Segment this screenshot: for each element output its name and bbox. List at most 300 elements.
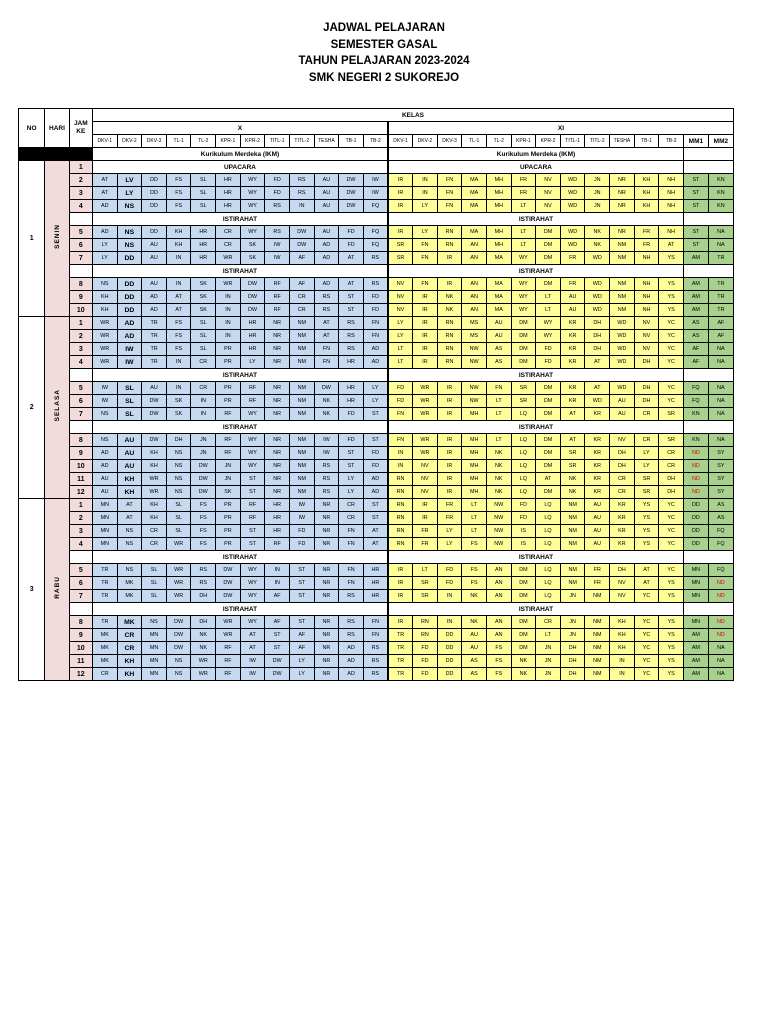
schedule-row [19, 161, 734, 174]
teacher-code-x: SL [191, 317, 216, 330]
teacher-code-x: ST [339, 291, 364, 304]
teacher-code-xi: FR [511, 187, 536, 200]
teacher-code-x: LY [289, 655, 314, 668]
teacher-code-xi: NV [536, 174, 561, 187]
teacher-code-x: RS [339, 330, 364, 343]
teacher-code-xi: LT [388, 343, 413, 356]
teacher-code-x: HR [240, 343, 265, 356]
teacher-code-x: LY [92, 252, 117, 265]
teacher-code-x: IN [216, 317, 241, 330]
teacher-code-x: SL [142, 577, 167, 590]
teacher-code-xi: KR [585, 473, 610, 486]
teacher-code-xi: SR [659, 408, 684, 421]
teacher-code-x: LY [240, 356, 265, 369]
istirahat-xi: ISTIRAHAT [388, 603, 684, 616]
teacher-code-xi: LQ [536, 564, 561, 577]
teacher-code-x: NR [265, 356, 290, 369]
teacher-code-x: NS [166, 486, 191, 499]
day-name-label: RABU [53, 576, 61, 599]
teacher-code-x: RS [314, 473, 339, 486]
teacher-code-x: AU [142, 252, 167, 265]
kurikulum-mm [683, 148, 733, 161]
teacher-code-xi: AS [462, 668, 487, 681]
teacher-code-xi: NK [511, 655, 536, 668]
teacher-code-xi: LT [486, 408, 511, 421]
teacher-code-xi: YC [659, 538, 684, 551]
jam-number: 5 [69, 382, 92, 395]
teacher-code-x: AD [92, 200, 117, 213]
schedule-row [19, 356, 734, 369]
teacher-code-x: AT [240, 642, 265, 655]
teacher-code-xi: AT [560, 408, 585, 421]
teacher-code-x: KH [117, 486, 142, 499]
teacher-code-xi: NV [388, 304, 413, 317]
schedule-row [19, 200, 734, 213]
teacher-code-x: NR [314, 668, 339, 681]
teacher-code-x: AD [363, 486, 388, 499]
teacher-code-x: FN [363, 330, 388, 343]
teacher-code-x: FN [363, 629, 388, 642]
class-header-xi: KPR-2 [536, 135, 561, 148]
teacher-code-mm: AM [683, 642, 708, 655]
teacher-code-x: SK [216, 486, 241, 499]
teacher-code-xi: LQ [536, 538, 561, 551]
teacher-code-xi: FR [560, 252, 585, 265]
teacher-code-xi: WY [536, 330, 561, 343]
teacher-code-x: FN [363, 616, 388, 629]
black-bar [19, 148, 93, 161]
teacher-code-x: DW [240, 291, 265, 304]
teacher-code-x: AT [92, 174, 117, 187]
teacher-code-mm: ND [708, 590, 733, 603]
title-line: SMK NEGERI 2 SUKOREJO [308, 71, 460, 84]
teacher-code-xi: DH [610, 564, 635, 577]
teacher-code-x: AU [142, 278, 167, 291]
teacher-code-x: FD [265, 174, 290, 187]
teacher-code-mm: AS [708, 499, 733, 512]
teacher-code-x: SK [166, 408, 191, 421]
teacher-code-x: FS [166, 187, 191, 200]
istirahat-xi: ISTIRAHAT [388, 421, 684, 434]
teacher-code-x: ST [363, 434, 388, 447]
teacher-code-xi: RN [437, 239, 462, 252]
teacher-code-xi: FD [536, 343, 561, 356]
teacher-code-xi: IS [511, 538, 536, 551]
teacher-code-x: AT [92, 187, 117, 200]
teacher-code-x: NS [166, 473, 191, 486]
teacher-code-x: MK [92, 642, 117, 655]
teacher-code-xi: YS [634, 512, 659, 525]
teacher-code-x: WR [166, 590, 191, 603]
teacher-code-xi: NK [560, 473, 585, 486]
teacher-code-xi: KR [560, 343, 585, 356]
teacher-code-x: WR [92, 356, 117, 369]
teacher-code-x: NM [289, 447, 314, 460]
teacher-code-mm: NA [708, 395, 733, 408]
teacher-code-x: NS [117, 525, 142, 538]
teacher-code-x: PR [216, 382, 241, 395]
teacher-code-xi: NH [634, 304, 659, 317]
teacher-code-xi: WD [610, 356, 635, 369]
teacher-code-xi: NH [634, 278, 659, 291]
schedule-row [19, 343, 734, 356]
schedule-row [19, 603, 734, 616]
teacher-code-xi: SR [511, 395, 536, 408]
teacher-code-x: IN [216, 304, 241, 317]
teacher-code-xi: IR [437, 486, 462, 499]
jam-empty [69, 421, 92, 434]
jam-number: 8 [69, 278, 92, 291]
teacher-code-mm: KN [683, 408, 708, 421]
teacher-code-mm: ND [708, 577, 733, 590]
teacher-code-x: SK [166, 395, 191, 408]
teacher-code-xi: AU [462, 629, 487, 642]
schedule-row [19, 421, 734, 434]
teacher-code-x: FN [339, 525, 364, 538]
teacher-code-xi: YS [659, 577, 684, 590]
header-grade-x: X [92, 122, 388, 135]
teacher-code-xi: IR [413, 330, 438, 343]
jam-number: 5 [69, 564, 92, 577]
teacher-code-xi: NM [585, 655, 610, 668]
teacher-code-xi: LY [413, 200, 438, 213]
teacher-code-xi: MS [462, 317, 487, 330]
teacher-code-xi: SR [388, 239, 413, 252]
teacher-code-x: KH [166, 239, 191, 252]
teacher-code-x: AD [117, 317, 142, 330]
teacher-code-x: WY [240, 408, 265, 421]
teacher-code-xi: DH [585, 317, 610, 330]
teacher-code-mm: NA [708, 642, 733, 655]
teacher-code-xi: RN [437, 330, 462, 343]
teacher-code-xi: NM [610, 239, 635, 252]
teacher-code-x: AU [314, 226, 339, 239]
teacher-code-x: KH [117, 668, 142, 681]
teacher-code-x: NR [265, 447, 290, 460]
teacher-code-xi: AU [585, 538, 610, 551]
teacher-code-xi: DH [659, 473, 684, 486]
teacher-code-xi: FR [437, 499, 462, 512]
teacher-code-xi: AN [486, 616, 511, 629]
teacher-code-xi: LY [634, 460, 659, 473]
teacher-code-x: DW [289, 239, 314, 252]
teacher-code-x: MN [142, 642, 167, 655]
jam-number: 8 [69, 434, 92, 447]
teacher-code-x: SK [240, 252, 265, 265]
teacher-code-xi: WD [585, 304, 610, 317]
teacher-code-x: NR [265, 343, 290, 356]
teacher-code-x: JN [191, 447, 216, 460]
teacher-code-xi: WR [413, 447, 438, 460]
teacher-code-x: RS [339, 343, 364, 356]
teacher-code-x: HR [191, 252, 216, 265]
teacher-code-xi: AN [462, 291, 487, 304]
teacher-code-x: SL [191, 343, 216, 356]
teacher-code-mm: ST [683, 226, 708, 239]
teacher-code-mm: KN [683, 434, 708, 447]
teacher-code-xi: FD [536, 356, 561, 369]
teacher-code-xi: NM [560, 499, 585, 512]
teacher-code-x: DD [117, 304, 142, 317]
teacher-code-xi: IN [413, 187, 438, 200]
teacher-code-x: AD [117, 330, 142, 343]
teacher-code-xi: SR [413, 577, 438, 590]
jam-number: 3 [69, 525, 92, 538]
teacher-code-x: FQ [363, 239, 388, 252]
teacher-code-xi: NW [462, 395, 487, 408]
schedule-row [19, 278, 734, 291]
teacher-code-x: AU [117, 460, 142, 473]
teacher-code-xi: DM [511, 590, 536, 603]
teacher-code-x: CR [216, 226, 241, 239]
teacher-code-xi: LY [413, 226, 438, 239]
teacher-code-xi: LQ [536, 590, 561, 603]
teacher-code-mm: AS [708, 512, 733, 525]
teacher-code-xi: IR [437, 408, 462, 421]
teacher-code-xi: NV [536, 187, 561, 200]
teacher-code-xi: NK [560, 486, 585, 499]
teacher-code-x: DW [265, 668, 290, 681]
teacher-code-x: NS [166, 668, 191, 681]
teacher-code-mm: KN [708, 187, 733, 200]
teacher-code-xi: DM [511, 564, 536, 577]
jam-number: 2 [69, 330, 92, 343]
teacher-code-x: NR [314, 655, 339, 668]
teacher-code-xi: CR [536, 616, 561, 629]
istirahat-x: ISTIRAHAT [92, 551, 388, 564]
teacher-code-mm: ST [683, 239, 708, 252]
schedule-row [19, 668, 734, 681]
teacher-code-x: AD [339, 655, 364, 668]
teacher-code-xi: IR [388, 590, 413, 603]
header-no: NO [19, 109, 45, 148]
jam-number: 6 [69, 577, 92, 590]
class-header-x: TITL-1 [265, 135, 290, 148]
teacher-code-xi: RN [388, 512, 413, 525]
teacher-code-x: JN [191, 434, 216, 447]
teacher-code-xi: YS [659, 304, 684, 317]
teacher-code-xi: DM [536, 226, 561, 239]
schedule-row [19, 551, 734, 564]
class-header-x: DKV-3 [142, 135, 167, 148]
schedule-row [19, 460, 734, 473]
teacher-code-xi: FR [634, 226, 659, 239]
teacher-code-x: HR [191, 239, 216, 252]
teacher-code-x: MK [92, 629, 117, 642]
teacher-code-x: RF [265, 291, 290, 304]
jam-number: 11 [69, 655, 92, 668]
teacher-code-xi: LY [388, 317, 413, 330]
class-header-xi: TITL-2 [585, 135, 610, 148]
teacher-code-xi: NW [462, 382, 487, 395]
teacher-code-x: LY [289, 668, 314, 681]
class-header-xi: KPR-1 [511, 135, 536, 148]
upacara-mm [683, 161, 733, 174]
teacher-code-x: LY [339, 473, 364, 486]
teacher-code-x: NR [265, 434, 290, 447]
teacher-code-x: DW [339, 174, 364, 187]
teacher-code-xi: YC [659, 512, 684, 525]
teacher-code-x: FS [191, 499, 216, 512]
teacher-code-xi: AN [462, 304, 487, 317]
teacher-code-xi: AT [536, 473, 561, 486]
teacher-code-mm: KN [708, 200, 733, 213]
teacher-code-x: CR [339, 499, 364, 512]
teacher-code-xi: NV [388, 291, 413, 304]
istirahat-xi: ISTIRAHAT [388, 265, 684, 278]
teacher-code-xi: JN [585, 200, 610, 213]
teacher-code-xi: YS [659, 291, 684, 304]
teacher-code-xi: DM [511, 343, 536, 356]
title-line: SEMESTER GASAL [330, 38, 438, 51]
teacher-code-xi: NM [585, 629, 610, 642]
teacher-code-xi: JN [536, 655, 561, 668]
teacher-code-xi: TR [388, 629, 413, 642]
teacher-code-x: TR [142, 330, 167, 343]
day-name [45, 161, 69, 317]
teacher-code-xi: NV [634, 343, 659, 356]
teacher-code-mm: MN [683, 590, 708, 603]
teacher-code-x: NK [314, 408, 339, 421]
teacher-code-x: WY [240, 590, 265, 603]
teacher-code-x: WY [240, 174, 265, 187]
teacher-code-xi: YC [659, 343, 684, 356]
istirahat-x: ISTIRAHAT [92, 421, 388, 434]
teacher-code-mm: NA [708, 434, 733, 447]
teacher-code-x: DD [142, 226, 167, 239]
teacher-code-x: SL [166, 512, 191, 525]
teacher-code-x: MN [92, 525, 117, 538]
teacher-code-xi: LT [511, 239, 536, 252]
teacher-code-xi: NM [560, 577, 585, 590]
teacher-code-x: WY [240, 200, 265, 213]
teacher-code-x: RS [314, 291, 339, 304]
teacher-code-x: SL [191, 330, 216, 343]
teacher-code-x: IW [265, 252, 290, 265]
teacher-code-x: NR [265, 395, 290, 408]
teacher-code-xi: YC [634, 642, 659, 655]
teacher-code-mm: FQ [708, 538, 733, 551]
teacher-code-x: NM [289, 460, 314, 473]
teacher-code-mm: FQ [683, 382, 708, 395]
teacher-code-x: AD [142, 304, 167, 317]
teacher-code-x: RF [216, 408, 241, 421]
teacher-code-xi: FD [437, 577, 462, 590]
teacher-code-xi: DH [560, 668, 585, 681]
jam-number: 5 [69, 226, 92, 239]
teacher-code-xi: LQ [511, 460, 536, 473]
teacher-code-xi: WY [511, 291, 536, 304]
teacher-code-xi: AT [659, 239, 684, 252]
teacher-code-x: LY [363, 395, 388, 408]
teacher-code-xi: JN [585, 187, 610, 200]
teacher-code-mm: FQ [708, 525, 733, 538]
teacher-code-mm: ND [708, 616, 733, 629]
teacher-code-xi: FN [437, 187, 462, 200]
teacher-code-x: FD [363, 304, 388, 317]
teacher-code-x: NS [92, 278, 117, 291]
teacher-code-x: NS [166, 460, 191, 473]
schedule-row [19, 317, 734, 330]
teacher-code-x: MN [142, 629, 167, 642]
teacher-code-xi: LT [536, 629, 561, 642]
teacher-code-mm: NA [708, 655, 733, 668]
teacher-code-x: CR [117, 629, 142, 642]
schedule-table [18, 108, 734, 681]
teacher-code-xi: LQ [511, 473, 536, 486]
teacher-code-x: RF [265, 278, 290, 291]
teacher-code-mm: AM [683, 278, 708, 291]
teacher-code-x: IN [166, 356, 191, 369]
teacher-code-xi: IR [388, 564, 413, 577]
teacher-code-x: RS [363, 655, 388, 668]
teacher-code-x: AU [142, 239, 167, 252]
teacher-code-x: DW [142, 408, 167, 421]
teacher-code-x: WR [216, 252, 241, 265]
teacher-code-x: AT [339, 252, 364, 265]
teacher-code-x: NR [314, 512, 339, 525]
teacher-code-xi: IR [388, 187, 413, 200]
teacher-code-xi: IN [388, 460, 413, 473]
teacher-code-x: WR [166, 564, 191, 577]
teacher-code-mm: DD [683, 512, 708, 525]
teacher-code-xi: AS [462, 655, 487, 668]
class-header-mm: MM2 [708, 135, 733, 148]
teacher-code-x: DW [265, 655, 290, 668]
teacher-code-xi: LQ [536, 525, 561, 538]
teacher-code-xi: KR [560, 382, 585, 395]
teacher-code-xi: YC [659, 525, 684, 538]
teacher-code-x: FS [191, 525, 216, 538]
teacher-code-x: ST [339, 447, 364, 460]
teacher-code-xi: SR [560, 460, 585, 473]
teacher-code-xi: IR [413, 499, 438, 512]
jam-number: 8 [69, 616, 92, 629]
teacher-code-xi: TR [388, 668, 413, 681]
teacher-code-xi: NK [585, 226, 610, 239]
istirahat-mm [683, 551, 733, 564]
teacher-code-x: RS [339, 590, 364, 603]
teacher-code-x: NS [166, 447, 191, 460]
teacher-code-xi: NM [610, 291, 635, 304]
upacara-xi: UPACARA [388, 161, 684, 174]
teacher-code-x: WR [166, 538, 191, 551]
teacher-code-x: NR [314, 642, 339, 655]
schedule-row [19, 187, 734, 200]
teacher-code-xi: LQ [511, 486, 536, 499]
teacher-code-xi: NM [585, 642, 610, 655]
schedule-row [19, 213, 734, 226]
teacher-code-xi: LT [486, 395, 511, 408]
teacher-code-x: DH [166, 434, 191, 447]
class-header-x: DKV-1 [92, 135, 117, 148]
teacher-code-x: RS [314, 304, 339, 317]
jam-number: 7 [69, 408, 92, 421]
teacher-code-x: DW [191, 473, 216, 486]
teacher-code-x: NM [289, 434, 314, 447]
teacher-code-mm: TR [708, 304, 733, 317]
teacher-code-x: ST [289, 590, 314, 603]
teacher-code-xi: SR [659, 434, 684, 447]
teacher-code-x: DW [339, 200, 364, 213]
teacher-code-xi: NV [610, 590, 635, 603]
teacher-code-xi: DD [437, 642, 462, 655]
teacher-code-xi: NK [437, 291, 462, 304]
teacher-code-xi: IR [437, 434, 462, 447]
teacher-code-xi: FR [511, 174, 536, 187]
teacher-code-xi: LQ [511, 447, 536, 460]
teacher-code-x: NS [166, 655, 191, 668]
